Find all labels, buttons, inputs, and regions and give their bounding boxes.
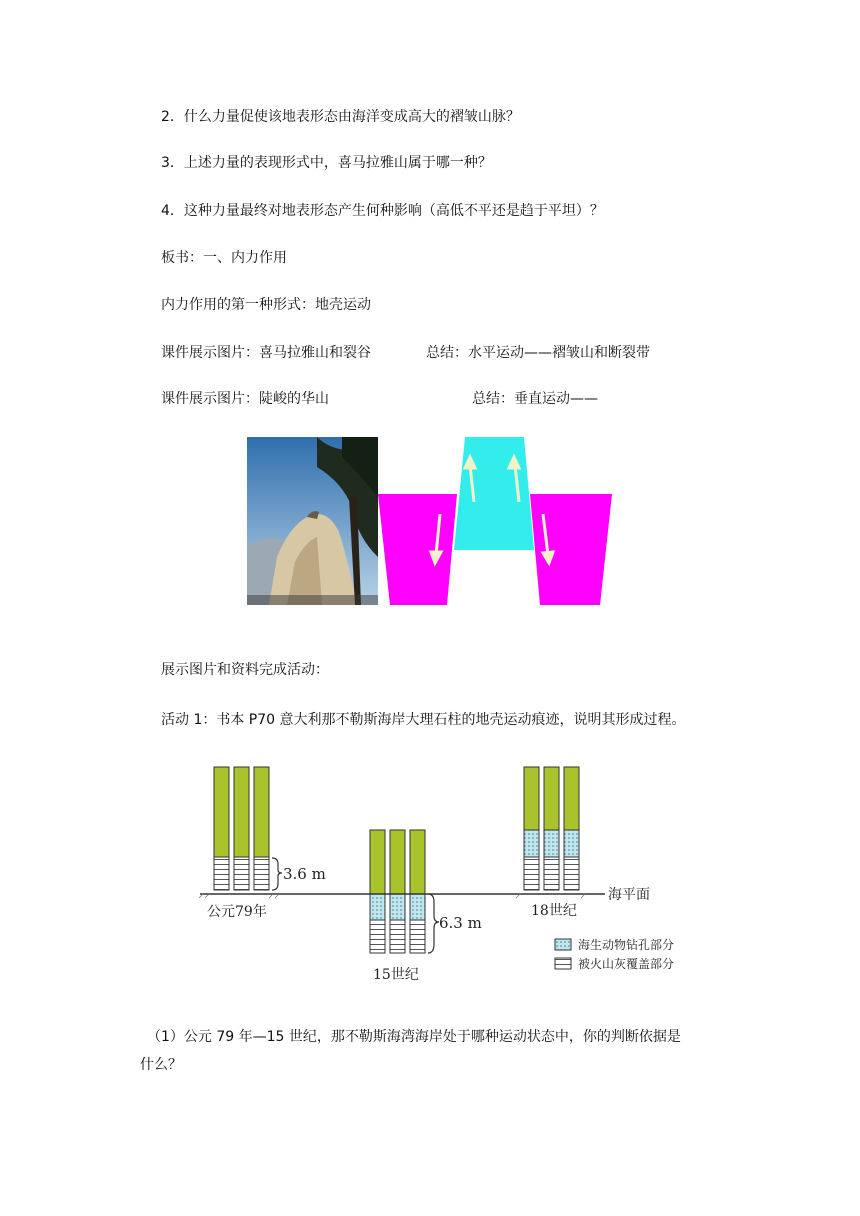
label-18th: 18世纪 [531,903,577,919]
label-15th: 15世纪 [373,967,419,983]
dim-6-3m: 6.3 m [439,914,482,932]
dim-3-6m: 3.6 m [283,865,326,883]
summary-horizontal: 总结：水平运动——褶皱山和断裂带 [426,345,650,361]
naples-pillars-diagram [195,760,705,990]
sea-level-label: 海平面 [608,887,650,903]
legend-bored-swatch [555,939,571,950]
internal-force-form-1: 内力作用的第一种形式：地壳运动 [161,297,371,313]
vertical-movement-diagram [378,437,612,605]
show-himalaya: 课件展示图片：喜马拉雅山和裂谷 [161,345,371,361]
show-huashan: 课件展示图片：陡峻的华山 [161,391,329,407]
sub-question-1-line-b: 什么？ [140,1057,182,1073]
summary-vertical: 总结：垂直运动—— [472,391,598,407]
question-4: 4．这种力量最终对地表形态产生何种影响（高低不平还是趋于平坦）？ [161,203,604,219]
pillars-18th [524,767,579,890]
legend-ash-swatch [555,958,571,969]
legend-bored-label: 海生动物钻孔部分 [578,938,675,952]
activity-1: 活动 1：书本 P70 意大利那不勒斯海岸大理石柱的地壳运动痕迹，说明其形成过程。 [161,712,686,728]
activity-intro: 展示图片和资料完成活动： [161,662,329,678]
sub-question-1-line-a: （1）公元 79 年—15 世纪，那不勒斯海湾海岸处于哪种运动状态中，你的判断依据是 [147,1029,681,1045]
legend-ash-label: 被火山灰覆盖部分 [578,957,675,971]
uplifted-block [454,437,534,550]
pillars-ad79 [214,767,269,890]
subsiding-block-right [530,494,612,605]
huashan-photo [247,437,378,605]
board-heading: 板书：一、内力作用 [161,250,287,266]
pillars-15th [370,830,425,953]
question-2: 2．什么力量促使该地表形态由海洋变成高大的褶皱山脉？ [161,109,520,125]
question-3: 3．上述力量的表现形式中，喜马拉雅山属于哪一种？ [161,155,492,171]
label-ad79: 公元79年 [207,904,267,920]
subsiding-block-left [378,494,457,605]
